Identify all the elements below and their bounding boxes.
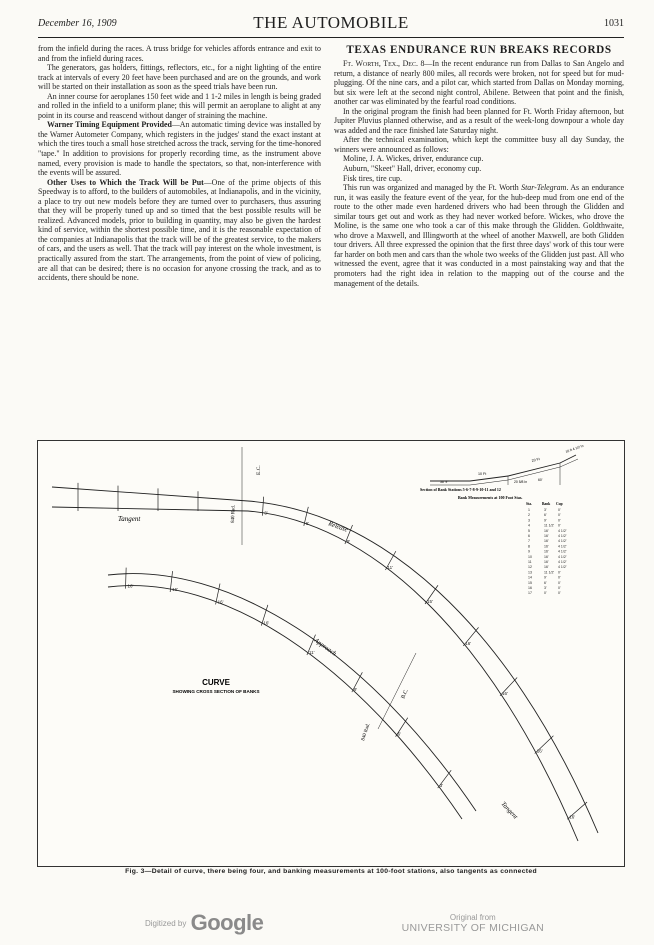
inset-dimension: 36' 9" (440, 480, 449, 484)
table-cell: 4 1/2' (558, 534, 567, 538)
table-cell: 0' (544, 591, 547, 596)
station-label: 6' (397, 731, 401, 737)
table-cell: 0' (558, 586, 561, 590)
inset-dimension: 60' (538, 478, 543, 482)
tangent-bottom-label: Tangent (499, 800, 519, 821)
bank-section-inset (420, 444, 584, 492)
station-label: 3' (264, 510, 268, 516)
tangent-top-label: Tangent (118, 515, 141, 523)
table-cell: 4 1/2' (558, 549, 567, 554)
table-cell: 14 (528, 575, 532, 580)
table-cell: 0' (558, 518, 561, 523)
table-cell: 4 1/2' (558, 539, 567, 544)
paragraph (38, 178, 321, 283)
inset-dimension: 10 Ft (478, 472, 487, 476)
table-cell: 9' (544, 575, 547, 580)
table-cell: 9 (528, 549, 530, 554)
inset-dimension: 20 5/8 In (514, 480, 528, 484)
digitized-by-text: Digitized by (145, 919, 187, 928)
table-cell: 0' (558, 508, 561, 512)
table-cell: 4 1/2' (558, 560, 567, 564)
paragraph (334, 183, 624, 288)
section-heading: Other Uses to Which the Track Will be Put (47, 177, 204, 187)
issue-date: December 16, 1909 (38, 18, 117, 29)
table-cell: 8 (528, 544, 530, 549)
section-heading: Warner Timing Equipment Provided (47, 120, 172, 130)
table-cell: 10 (528, 554, 532, 559)
station-label: 3' (439, 783, 444, 789)
table-cell: 4 1/2' (558, 544, 567, 549)
paragraph: After the technical examination, which kept the committee busy all day Sunday, the winners were announced as follows: (334, 135, 624, 154)
curve-subtitle: SHOWING CROSS SECTION OF BANKS (172, 689, 260, 694)
station-label: 16' (501, 690, 508, 696)
station-label: 11' (387, 565, 393, 571)
table-cell: 16' (544, 554, 549, 559)
table-cell: 0' (558, 523, 561, 528)
paragraph: from the infield during the races. A truss bridge for vehicles affords entrance and exit to and from the infield during races. (38, 44, 321, 63)
paragraph-text: . As an endurance run, it was easily the feature event of the year, for the hub-deep mud from one end of the route to the other made even hardened drivers who had been through the Glidden and similar tours get out and work as they had never worked before. Wickes, who drove the Moline, is the same one who took a car of this make through the Glidden. Goldthwaite, who drove a Maxwell, and Illingworth at the wheel of another Maxwell, are both Glidden tour drivers. All three expressed the opinion that the first three days' work of this tour were far harder on both men and cars than the whole two weeks of the Glidden just past. All who witnessed the event, agree that it was conducted in a most painstaking way and that the promoters had the right idea in relation to the mapping out of the course and the management of the details. (334, 183, 624, 288)
paragraph-text: —One of the prime objects of this Speedway is to afford, to the builders of automobiles, at Indianapolis, and in the vicinity, a place to try out new models before they are turned over to purchasers, thus assuring that they will be properly tuned up and so timed that the best possible results will be realized. Advanced models, prior to building in quantity, may also be given the hardest kind of service, within the shortest possible time, and it is the reasonable expectation of the companies at Indianapolis that the track will be of the greatest service, to the makers of cars, and the users as well. That the track will pay interest on the whole investment, is practically assured from the start. The arrangements, from the point of view of policing, are all that can be desired; there is no occasion for anyone crossing the track, and as to accidents, there should be none. (38, 177, 321, 283)
university-name: UNIVERSITY OF MICHIGAN (401, 922, 544, 934)
inset-dimension: 16 ft 4 1/2 In (564, 443, 585, 454)
table-cell: 16' (544, 565, 549, 570)
table-cell: 16' (544, 539, 549, 544)
table-title: Bank Measurements at 100 Foot Stas. (458, 495, 523, 500)
table-cell: 0' (558, 570, 561, 575)
table-cell: 16 (528, 586, 532, 590)
table-cell: 16' (544, 528, 549, 533)
paragraph: The generators, gas holders, fittings, reflectors, etc., for a night lighting of the entire track at intervals of every 20 feet have been purchased and are on the grounds, and work will be started on their installation as soon as the speed trials have been run. (38, 63, 321, 92)
table-cell: 16' (544, 560, 549, 564)
station-label: 16' (536, 748, 543, 754)
bc-label: B.C. (400, 688, 410, 700)
table-cell: 0' (558, 575, 561, 580)
table-cell: 13 (528, 570, 532, 575)
table-header (526, 502, 563, 506)
right-column (334, 44, 624, 288)
table-cell: 0' (558, 580, 561, 585)
ec-label: E.C. (256, 465, 262, 475)
station-label: 11' (308, 649, 315, 655)
table-cell: 0' (558, 513, 561, 518)
table-header-cell: Sta. (526, 502, 532, 506)
station-label: 16' (172, 587, 179, 593)
table-cell: 2 (528, 513, 530, 518)
table-cell: 9' (544, 518, 547, 523)
table-cell: 3 (528, 518, 530, 523)
table-cell: 4 1/2' (558, 565, 567, 570)
table-cell: 16' (544, 549, 549, 554)
journal-title: THE AUTOMOBILE (253, 13, 409, 32)
paragraph: In the original program the finish had been planned for Ft. Worth Friday afternoon, but Jupiter Pluvius planned otherwise, and as a result of the week-long downpour a whole day was added and the race finished late Saturday night. (334, 106, 624, 135)
release-label: Release (327, 520, 349, 534)
inset-title: Section of Bank Stations 5-6-7-8-9-10-11 and 12 (420, 487, 501, 492)
table-cell: 17 (528, 591, 532, 596)
page-number: 1031 (604, 18, 624, 29)
table-cell: 7 (528, 539, 530, 544)
radius-line-bottom (378, 653, 416, 729)
paragraph: An inner course for aeroplanes 150 feet wide and 1 1-2 miles in length is being graded and rolled in the infield to a uniform plane; this will permit an aeroplane to alight at any point in its course and reascend without danger of straining the machine. (38, 91, 321, 120)
table-cell: 4 1/2' (558, 554, 567, 559)
list-item: Fisk tires, tire cup. (343, 173, 402, 183)
digitized-by (145, 910, 263, 936)
figure-caption: Fig. 3—Detail of curve, there being four, and banking measurements at 100-foot stations, also tangents as connected (125, 868, 537, 875)
table-cell: 12 (528, 565, 532, 570)
table-cell: 6 (528, 534, 530, 538)
table-cell: 16' (544, 544, 549, 549)
table-cell: 11 1/2' (544, 523, 555, 528)
table-header-cell: Bank (542, 502, 551, 506)
station-label: 15' (427, 599, 433, 604)
curve-title: CURVE (202, 678, 230, 687)
table-cell: 4 1/2' (558, 528, 567, 533)
curve-diagram (38, 441, 624, 866)
paragraph-text: —In the recent endurance run from Dallas to San Angelo and return, a distance of nearly 800 miles, all records were broken, not for speed but for mud-plugging. Of the nine cars, and a pilot car, which started from Dallas on Monday morning, but six were left at the second night control, Abilene. Between that point and the finish, another car was eliminated by the fearful road conditions. (334, 59, 624, 107)
inset-dimension: 20 Ft (531, 457, 541, 463)
table-cell: 6' (544, 580, 547, 585)
page-header (38, 13, 624, 38)
left-column (38, 44, 321, 283)
radius-label-bottom: 840 Rad. (361, 722, 372, 742)
approach-label: Approach (312, 636, 338, 658)
paragraph (38, 120, 321, 177)
station-label: 6' (305, 520, 310, 526)
newspaper-name: Star-Telegram (521, 183, 567, 193)
google-logo: Google (190, 910, 264, 935)
original-from-text: Original from (449, 913, 496, 922)
table-cell: 11 1/2' (544, 570, 555, 575)
paragraph-text: —An automatic timing device was installed by the Warner Autometer Company, which registers in the judges' stand the exact instant at which the tires touch a small hose stretched across the track, serving for the time-honored "tape." In addition to provisions for properly recording time, as the instrument above named, every provision is made to handle the spectators, so that, non-interference with the events will be assured. (38, 120, 322, 178)
station-label: 16' (465, 640, 472, 646)
station-label: 16' (569, 814, 576, 820)
table-cell: 0' (558, 591, 561, 596)
station-label: 16' (217, 599, 224, 605)
bank-table (528, 508, 567, 595)
track-edge-outer (52, 487, 248, 501)
table-header-cell: Cup (556, 502, 563, 506)
table-cell: 16' (544, 534, 549, 538)
table-cell: 1 (528, 508, 530, 512)
table-cell: 6' (544, 513, 547, 518)
table-cell: 11 (528, 560, 532, 564)
bank-profile (430, 455, 576, 481)
station-label: 9' (353, 687, 358, 693)
paragraph (334, 59, 624, 107)
list-item: Auburn, "Skeet" Hall, driver, economy cup. (343, 164, 482, 174)
station-label: 16' (263, 620, 270, 626)
dateline: Ft. Worth, Tex., Dec. 8 (343, 59, 425, 68)
station-label: 16' (127, 583, 134, 589)
table-cell: 3' (544, 586, 547, 590)
track-curve-inner (108, 574, 476, 811)
radius-label-top: 840 Rad. (231, 504, 237, 524)
original-from (402, 913, 544, 934)
table-cell: 4 (528, 523, 530, 528)
track-edge-inner (52, 507, 248, 511)
table-cell: 15 (528, 580, 532, 585)
table-cell: 3' (544, 508, 547, 512)
paragraph-text: This run was organized and managed by the Ft. Worth (343, 183, 522, 193)
curve-diagram-figure (37, 440, 625, 867)
list-item: Moline, J. A. Wickes, driver, endurance cup. (343, 154, 484, 164)
table-cell: 5 (528, 528, 530, 533)
station-label: 9' (346, 538, 351, 544)
article-title: TEXAS ENDURANCE RUN BREAKS RECORDS (346, 44, 612, 56)
